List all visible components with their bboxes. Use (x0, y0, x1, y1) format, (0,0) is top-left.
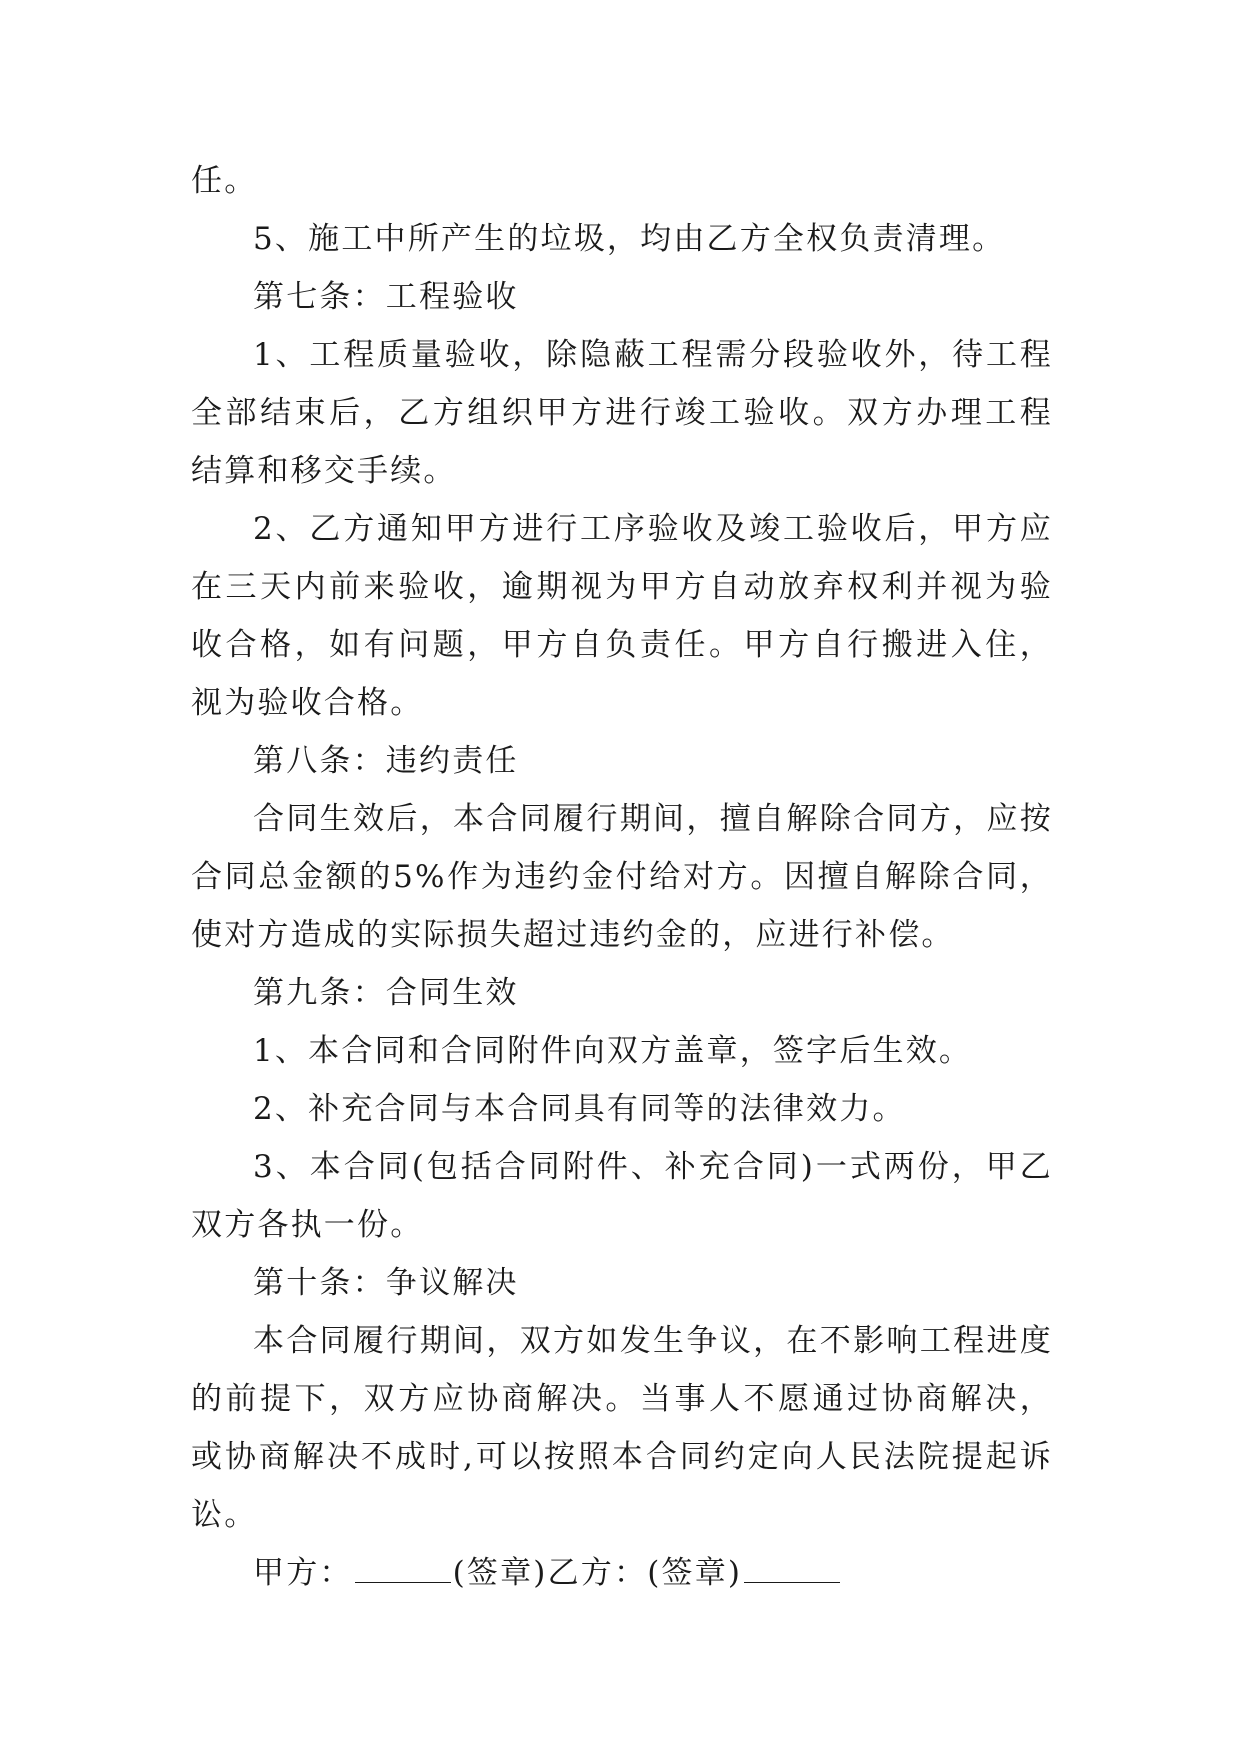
heading-article-10: 第十条：争议解决 (253, 1265, 519, 1301)
paragraph-article-9-item-1: 1、本合同和合同附件向双方盖章，签字后生效。 (253, 1033, 973, 1069)
party-a-seal-label: (签章) (452, 1555, 548, 1591)
party-b-label: 乙方： (547, 1555, 648, 1591)
party-a-label: 甲方： (253, 1555, 353, 1591)
paragraph-article-8-body: 合同生效后，本合同履行期间，擅自解除合同方，应按合同总金额的5%作为违约金付给对方。因擅自解除合同，使对方造成的实际损失超过违约金的，应进行补偿。 (191, 801, 1053, 953)
party-b-signature-blank (744, 1554, 840, 1583)
heading-article-7: 第七条：工程验收 (253, 279, 519, 315)
paragraph-clause-6-item-5: 5、施工中所产生的垃圾，均由乙方全权负责清理。 (253, 221, 1006, 257)
party-b-seal-label: (签章) (647, 1555, 743, 1591)
paragraph-continuation: 任。 (191, 163, 258, 199)
paragraph-article-9-item-2: 2、补充合同与本合同具有同等的法律效力。 (253, 1091, 906, 1127)
paragraph-article-7-item-2: 2、乙方通知甲方进行工序验收及竣工验收后，甲方应在三天内前来验收，逾期视为甲方自动放弃权利并视为验收合格，如有问题，甲方自负责任。甲方自行搬进入住，视为验收合格。 (191, 511, 1053, 721)
heading-article-9: 第九条：合同生效 (253, 975, 519, 1011)
party-a-signature-blank (355, 1554, 451, 1583)
contract-body (191, 152, 1053, 1602)
paragraph-article-9-item-3: 3、本合同(包括合同附件、补充合同)一式两份，甲乙双方各执一份。 (191, 1149, 1053, 1243)
signature-line (191, 1544, 1053, 1602)
paragraph-article-10-body: 本合同履行期间，双方如发生争议，在不影响工程进度的前提下，双方应协商解决。当事人不愿通过协商解决，或协商解决不成时,可以按照本合同约定向人民法院提起诉讼。 (191, 1323, 1053, 1533)
heading-article-8: 第八条：违约责任 (253, 743, 519, 779)
paragraph-article-7-item-1: 1、工程质量验收，除隐蔽工程需分段验收外，待工程全部结束后，乙方组织甲方进行竣工验收。双方办理工程结算和移交手续。 (191, 337, 1053, 489)
